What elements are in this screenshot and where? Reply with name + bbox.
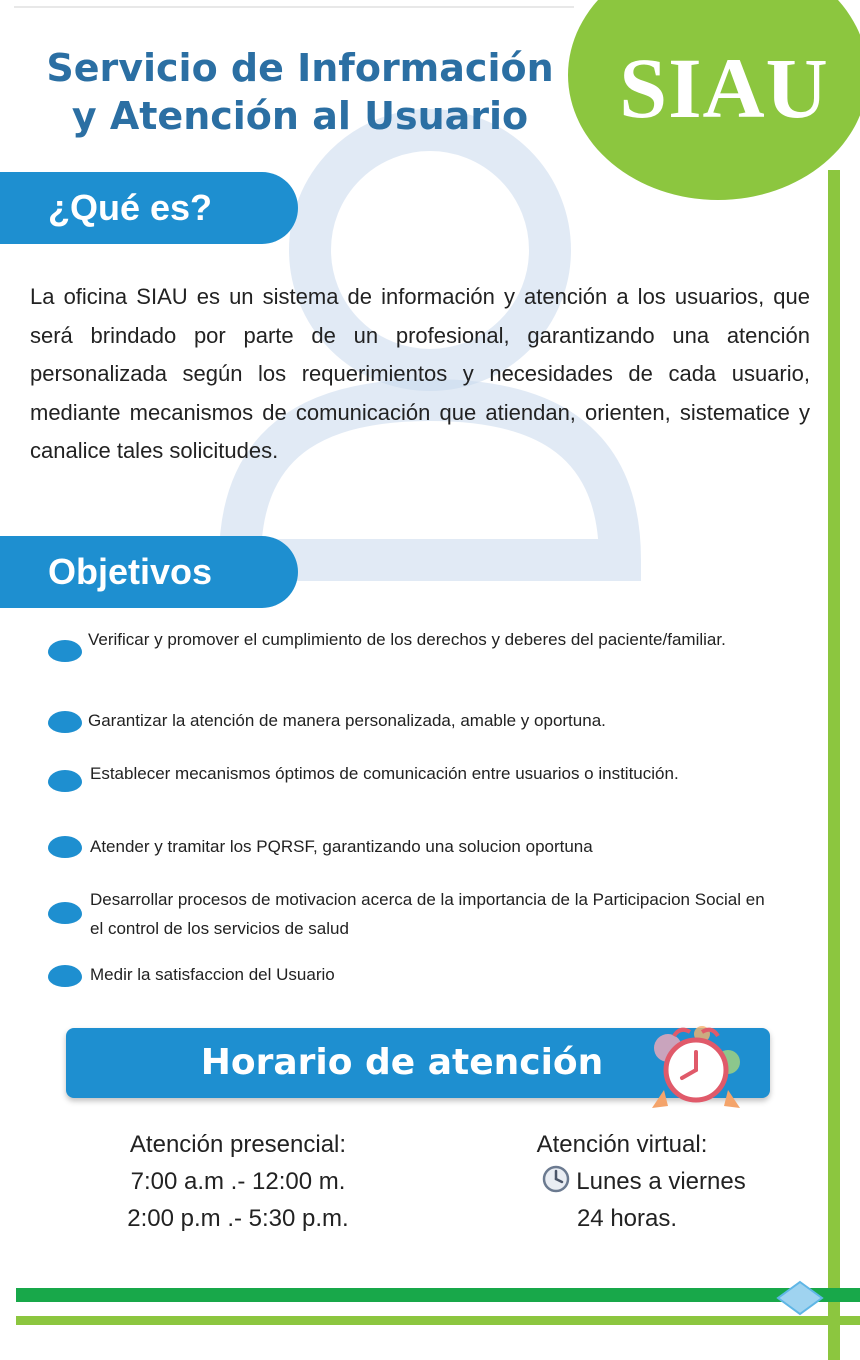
siau-logo: SIAU (619, 40, 829, 136)
top-border-line (14, 6, 574, 8)
bullet-icon (48, 965, 82, 987)
presencial-afternoon: 2:00 p.m .- 5:30 p.m. (127, 1205, 349, 1232)
que-es-description: La oficina SIAU es un sistema de información y atención a los usuarios, que será brindado por parte de un profesional, garantizando una atención personalizada según los requerimientos y necesidades de cada usuario, mediante mecanismos de comunicación que atiendan, orienten, sistematice y canalice tales solicitudes. (30, 284, 810, 463)
bullet-icon (48, 640, 82, 662)
horario-title: Horario de atención (200, 1042, 604, 1083)
objective-item (48, 758, 768, 818)
bullet-icon (48, 902, 82, 924)
diamond-ornament-icon (770, 1278, 830, 1318)
bullet-icon (48, 770, 82, 792)
presencial-heading: Atención presencial: (129, 1131, 347, 1158)
objective-item (48, 884, 768, 944)
virtual-heading: Atención virtual: (536, 1131, 708, 1158)
header-title (20, 44, 580, 140)
objective-item (48, 954, 768, 1014)
objective-item (48, 624, 768, 684)
que-es-label: ¿Qué es? (0, 172, 298, 244)
virtual-hours: 24 horas. (576, 1205, 678, 1232)
bottom-light-green-bar (16, 1316, 860, 1325)
clock-icon (542, 1165, 570, 1193)
objective-text: Garantizar la atención de manera personalizada, amable y oportuna. (88, 711, 606, 730)
objective-text: Atender y tramitar los PQRSF, garantizando una solucion oportuna (90, 837, 593, 856)
side-green-line (828, 170, 840, 1360)
bottom-green-bar (16, 1288, 860, 1302)
objective-text: Desarrollar procesos de motivacion acerca de la importancia de la Participacion Social en el control de los servicios de salud (90, 890, 765, 938)
objective-text: Establecer mecanismos óptimos de comunicación entre usuarios o institución. (90, 764, 679, 783)
virtual-column (462, 1126, 782, 1237)
virtual-days: Lunes a viernes (576, 1168, 746, 1195)
bullet-icon (48, 711, 82, 733)
bullet-icon (48, 836, 82, 858)
objective-text: Medir la satisfaccion del Usuario (90, 965, 335, 984)
objective-text: Verificar y promover el cumplimiento de los derechos y deberes del paciente/familiar. (88, 630, 726, 649)
presencial-morning: 7:00 a.m .- 12:00 m. (130, 1168, 346, 1195)
virtual-days-line (462, 1163, 782, 1200)
objetivos-label: Objetivos (0, 536, 298, 608)
presencial-column (78, 1126, 398, 1237)
header-title-line1: Servicio de Información (46, 46, 554, 90)
header-title-line2: y Atención al Usuario (71, 94, 529, 138)
alarm-clock-icon (646, 1018, 746, 1114)
objective-item (48, 826, 768, 886)
objective-item (48, 700, 768, 760)
